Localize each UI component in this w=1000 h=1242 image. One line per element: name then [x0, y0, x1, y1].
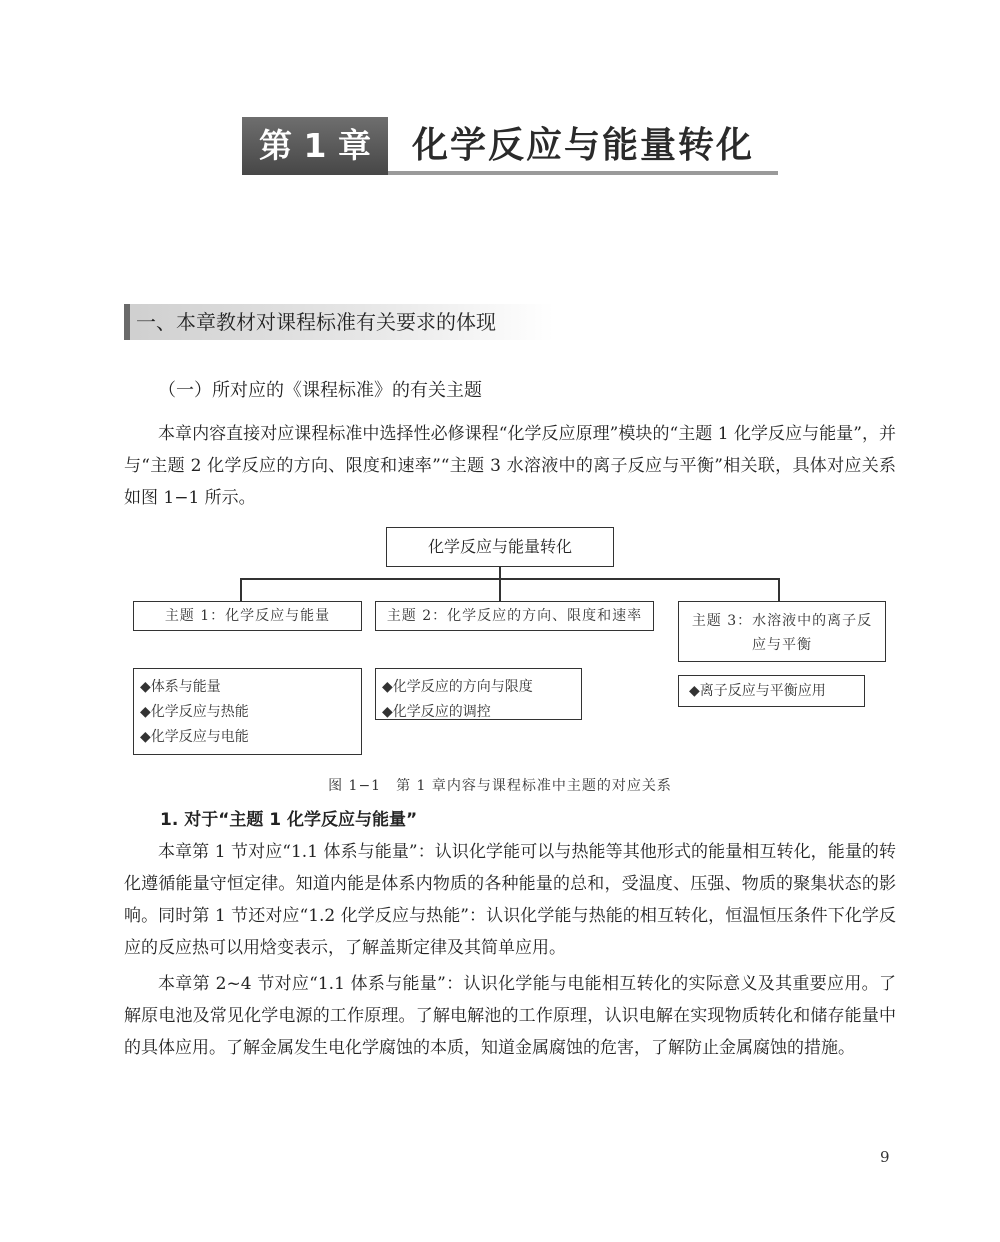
list-item: ◆化学反应的调控 [382, 704, 491, 720]
connector-topic1 [240, 578, 242, 601]
paragraph-intro: 本章内容直接对应课程标准中选择性必修课程“化学反应原理”模块的“主题 1 化学反应与能量”，并与“主题 2 化学反应的方向、限度和速率”“主题 3 水溶液中的离子反应与平衡”相关联，具体对应关系如图 1−1 所示。 [124, 424, 896, 508]
list-item: ◆离子反应与平衡应用 [689, 683, 826, 699]
list-item: ◆化学反应与电能 [140, 729, 249, 745]
diagram-topic-3 [678, 601, 886, 662]
list-item: ◆化学反应与热能 [140, 704, 249, 720]
diagram-list-1 [133, 668, 362, 755]
figure-caption: 图 1−1 第 1 章内容与课程标准中主题的对应关系 [328, 778, 672, 794]
section-heading: 一、本章教材对课程标准有关要求的体现 [136, 310, 496, 334]
chapter-title-rule [388, 171, 778, 175]
subsection-heading: （一）所对应的《课程标准》的有关主题 [158, 380, 482, 401]
diagram-topic-3-line1: 主题 3：水溶液中的离子反 [691, 613, 873, 629]
list-item: ◆体系与能量 [140, 679, 221, 695]
chapter-title: 化学反应与能量转化 [412, 125, 755, 166]
diagram-topic-1: 主题 1：化学反应与能量 [133, 601, 362, 631]
page-number: 9 [880, 1148, 890, 1166]
paragraph-topic1-a: 本章第 1 节对应“1.1 体系与能量”：认识化学能可以与热能等其他形式的能量相互转化，能量的转化遵循能量守恒定律。知道内能是体系内物质的各种能量的总和，受温度、压强、物质的聚集状态的影响。同时第 1 节还对应“1.2 化学反应与热能”：认识化学能与热能的相互转化，恒温恒压条件下化学反应的反应热可以用焓变表示，了解盖斯定律及其简单应用。 [124, 842, 896, 958]
paragraph-topic1-b: 本章第 2~4 节对应“1.1 体系与能量”：认识化学能与电能相互转化的实际意义及其重要应用。了解原电池及常见化学电源的工作原理。了解电解池的工作原理，认识电解在实现物质转化和储存能量中的具体应用。了解金属发生电化学腐蚀的本质，知道金属腐蚀的危害，了解防止金属腐蚀的措施。 [124, 974, 896, 1058]
topic1-heading: 1. 对于“主题 1 化学反应与能量” [160, 810, 418, 830]
section-heading-marker [124, 304, 130, 340]
connector-topic2 [499, 578, 501, 601]
connector-topic3 [778, 578, 780, 601]
connector-horizontal [240, 578, 779, 580]
diagram-topic-3-line2: 应与平衡 [752, 637, 812, 653]
chapter-number-box: 第 1 章 [242, 117, 388, 175]
diagram-topic-2: 主题 2：化学反应的方向、限度和速率 [375, 601, 654, 631]
diagram-root-node: 化学反应与能量转化 [386, 527, 614, 567]
diagram-list-3 [678, 675, 865, 707]
list-item: ◆化学反应的方向与限度 [382, 679, 533, 695]
diagram-list-2 [375, 668, 582, 720]
